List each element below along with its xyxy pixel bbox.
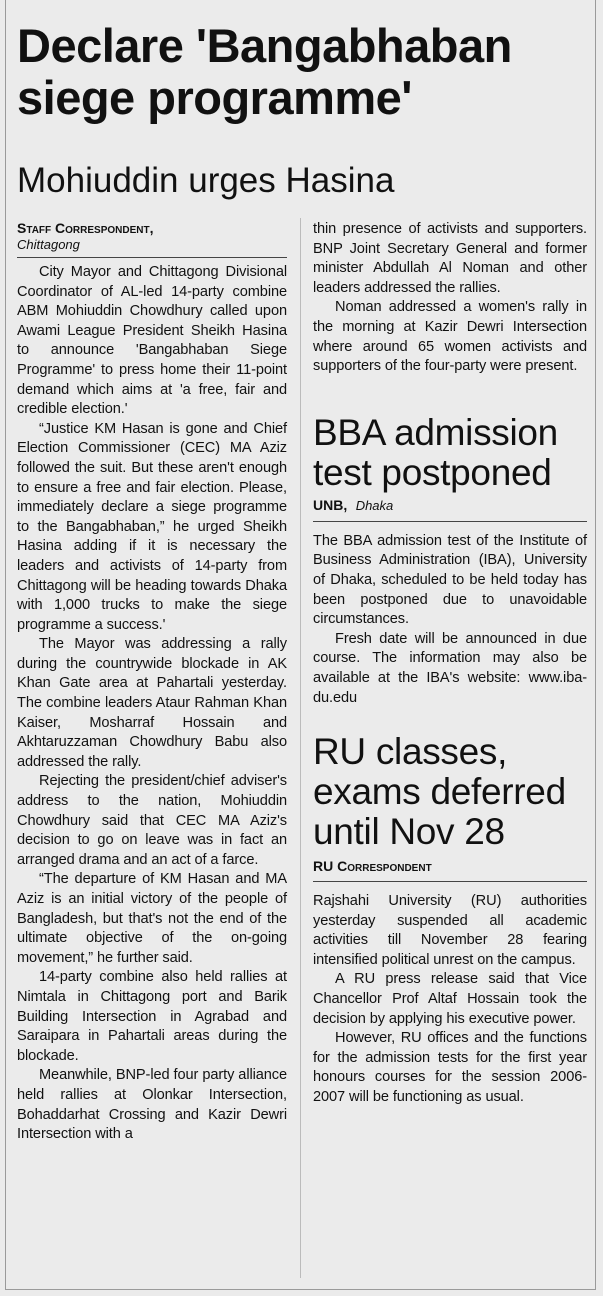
lead-paragraph: The Mayor was addressing a rally during the countrywide blockade in AK Khan Gate area at Pahartali yesterday. The combine leaders Ataur Rahman Khan Kaiser, Mosharraf Hossain and Akhtaruzzaman Chowdhury Babu also addressed the rally. [17,636,287,770]
lead-byline: Staff Correspondent, [17,220,154,236]
lead-paragraph: City Mayor and Chittagong Divisional Coordinator of AL-led 14-party combine ABM Mohiuddin Chowdhury called upon Awami League President Sheikh Hasina to announce 'Bangabhaban Siege Programme' to press home their 11-point demand which aims at 'a free, fair and credible election.' [17,264,287,418]
ru-byline: RU Correspondent [313,858,432,875]
lead-dateline: Chittagong [17,237,80,252]
bba-paragraph: Fresh date will be announced in due course. The information may also be available at the IBA's website: www.iba-du.edu [313,630,587,706]
left-column [17,220,287,1145]
lead-paragraph: “Justice KM Hasan is gone and Chief Election Commissioner (CEC) MA Aziz followed the suit. But these aren't enough to ensure a free and fair election. Please, immediately declare a siege programme to the Bangabhaban,” he urged Sheikh Hasina adding if it is necessary the leaders and activists of 14-party from Chittagong will be heading towards Dhaka with 1,000 trucks to make the siege programme a success.' [17,420,287,633]
lead-paragraph: 14-party combine also held rallies at Nimtala in Chittagong port and Barik Building Intersection in Agrabad and Saraipara in Pahartali areas during the blockade. [17,969,287,1064]
ru-paragraph: However, RU offices and the functions for the admission tests for the first year honours courses for the session 2006-2007 will be functioning as usual. [313,1030,587,1106]
ru-paragraph: A RU press release said that Vice Chancellor Prof Altaf Hossain took the decision by applying his executive power. [313,971,587,1027]
ru-paragraph: Rajshahi University (RU) authorities yesterday suspended all academic activities till November 28 fearing intensified political unrest on the campus. [313,893,587,968]
bba-headline: BBA admission test postponed [313,411,558,493]
lead-headline: Declare 'Bangabhaban siege programme' [17,19,512,124]
bba-byline: UNB, [313,496,348,513]
lead-paragraph: Meanwhile, BNP-led four party alliance held rallies at Olonkar Intersection, Bohaddarhat Crossing and Kazir Dewri Intersection with a [17,1067,287,1143]
bba-paragraph: The BBA admission test of the Institute of Business Administration (IBA), University of Dhaka, scheduled to be held today has been postponed due to unavoidable circumstances. [313,532,587,628]
right-column [313,220,587,1108]
lead-paragraph: Rejecting the president/chief adviser's address to the nation, Mohiuddin Chowdhury said that CEC MA Aziz's decision to go on leave was in fact an arranged drama and an act of a farce. [17,773,287,868]
bba-dateline: Dhaka [355,497,394,513]
ru-rule [313,881,587,882]
lead-continued-paragraph: Noman addressed a women's rally in the morning at Kazir Dewri Intersection where around 65 women activists and supporters of the four-party were present. [313,299,587,375]
ru-headline: RU classes, exams deferred until Nov 28 [313,731,566,853]
lead-subhead: Mohiuddin urges Hasina [17,161,395,200]
byline-rule [17,257,287,258]
column-divider [300,218,301,1278]
bba-rule [313,521,587,522]
lead-paragraph: “The departure of KM Hasan and MA Aziz is an initial victory of the people of Bangladesh, but that's not the end of the ultimate objective of the on-going movement,” he further said. [17,871,287,966]
lead-continued-paragraph: thin presence of activists and supporters. BNP Joint Secretary General and former minister Abdullah Al Noman and other leaders addressed the rallies. [313,221,587,296]
